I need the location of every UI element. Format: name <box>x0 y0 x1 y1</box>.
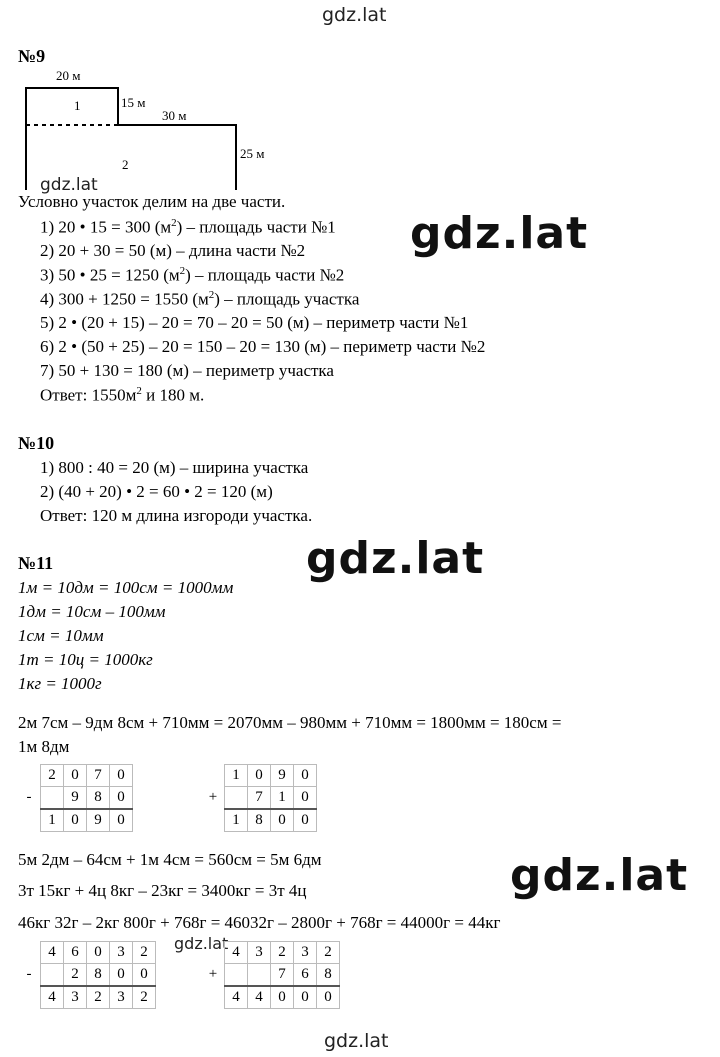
task9-answer: Ответ: $1550м^2$ и 180 м. <box>40 385 205 405</box>
task9-heading: №9 <box>18 46 46 66</box>
label-15m: 15 м <box>121 95 146 110</box>
task10-answer: Ответ: 120 м длина изгороди участка. <box>40 506 313 525</box>
task9-line-2: 2) 20 + 30 = 50 (м) – длина части №2 <box>40 241 306 260</box>
calc-addition-2: 4 3 2 3 2 + 7 6 8 4 4 0 0 0 <box>202 941 340 1009</box>
watermark-table: gdz.lat <box>174 934 229 953</box>
unit-line-3: 1см = 10мм <box>18 626 104 645</box>
watermark-top: gdz.lat <box>322 4 387 26</box>
task10-heading: №10 <box>18 433 55 453</box>
task9-line-7: 7) 50 + 130 = 180 (м) – периметр участка <box>40 361 334 380</box>
task9-line-6: 6) 2 • (50 + 25) – 20 = 150 – 20 = 130 (м) – периметр части №2 <box>40 337 486 356</box>
label-part1: 1 <box>74 98 81 113</box>
expr4-line: 46кг 32г – 2кг 800г + 768г = 46032г – 2800г + 768г = 44000г = 44кг <box>18 913 501 932</box>
watermark-big-2: gdz.lat <box>306 533 485 584</box>
expr1-line-a: 2м 7см – 9дм 8см + 710мм = 2070мм – 980мм + 710мм = 1800мм = 180см = <box>18 713 562 732</box>
label-30m: 30 м <box>162 108 187 123</box>
calc-subtraction-1: 2 0 7 0 - 9 8 0 1 0 9 0 <box>18 764 133 832</box>
task9-line-1: 1) 20 • 15 = 300 $(м^2)$ – площадь части №1 <box>40 217 336 237</box>
expr1-line-b: 1м 8дм <box>18 737 70 756</box>
task10-line-1: 1) 800 : 40 = 20 (м) – ширина участка <box>40 458 309 477</box>
expr3-line: 3т 15кг + 4ц 8кг – 23кг = 3400кг = 3т 4ц <box>18 881 307 900</box>
task11-heading: №11 <box>18 553 54 573</box>
task9-line-5: 5) 2 • (20 + 15) – 20 = 70 – 20 = 50 (м) – периметр части №1 <box>40 313 469 332</box>
expr2-line: 5м 2дм – 64см + 1м 4см = 560см = 5м 6дм <box>18 850 322 869</box>
task10-line-2: 2) (40 + 20) • 2 = 60 • 2 = 120 (м) <box>40 482 273 501</box>
task9-line-4: 4) 300 + 1250 = 1550 $(м^2)$ – площадь участка <box>40 289 360 309</box>
task9-line-3: 3) 50 • 25 = 1250 $(м^2)$ – площадь части №2 <box>40 265 345 285</box>
watermark-big-1: gdz.lat <box>410 208 589 259</box>
unit-line-1: 1м = 10дм = 100см = 1000мм <box>18 578 234 597</box>
label-20m: 20 м <box>56 68 81 83</box>
watermark-figure: gdz.lat <box>40 175 98 195</box>
task9-intro: Условно участок делим на две части. <box>18 192 286 211</box>
calc-addition-1: 1 0 9 0 + 7 1 0 1 8 0 0 <box>202 764 317 832</box>
plot-figure <box>0 0 300 200</box>
unit-line-5: 1кг = 1000г <box>18 674 102 693</box>
label-part2: 2 <box>122 157 129 172</box>
label-25m: 25 м <box>240 146 265 161</box>
unit-line-2: 1дм = 10см – 100мм <box>18 602 166 621</box>
calc-subtraction-2: 4 6 0 3 2 - 2 8 0 0 4 3 2 3 2 <box>18 941 156 1009</box>
watermark-big-3: gdz.lat <box>510 850 689 901</box>
watermark-bottom: gdz.lat <box>324 1030 389 1052</box>
unit-line-4: 1т = 10ц = 1000кг <box>18 650 153 669</box>
